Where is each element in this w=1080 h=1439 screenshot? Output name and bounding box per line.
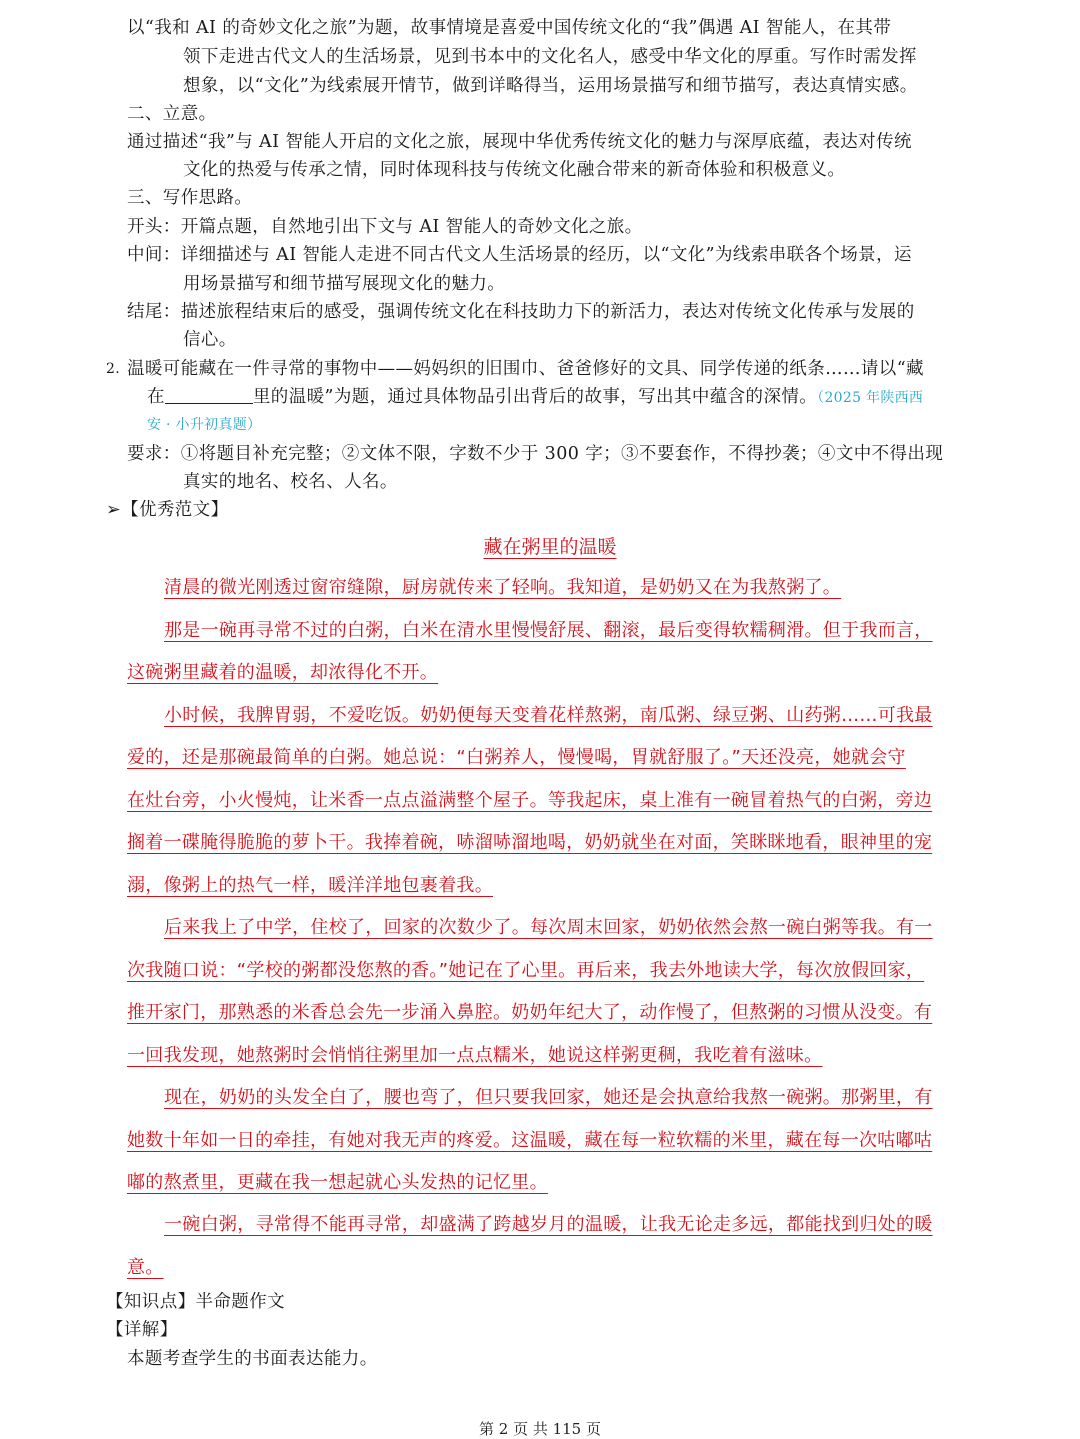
essay-line — [127, 872, 493, 900]
prompt-line-1: 以“我和 AI 的奇妙文化之旅”为题，故事情境是喜爱中国传统文化的“我”偶遇 AI 智能人，在其带 — [127, 18, 892, 38]
essay-line-text: 次我随口说：“学校的粥都没您熬的香。”她记在了心里。再后来，我去外地读大学，每次放假回家， — [127, 960, 925, 981]
source-tag-2: 安 · 小升初真题） — [147, 417, 262, 433]
essay-line — [127, 787, 932, 815]
requirements-text-1: ①将题目补充完整；②文体不限，字数不少于 300 字；③不要套作，不得抄袭；④文中不得出现 — [180, 444, 944, 464]
essay-line-text: 一回我发现，她熬粥时会悄悄往粥里加一点点糯米，她说这样粥更稠，我吃着有滋味。 — [127, 1045, 823, 1066]
knowledge-point: 【知识点】半命题作文 — [106, 1292, 285, 1312]
ending-row — [127, 298, 915, 326]
essay-title-text: 藏在粥里的温暖 — [483, 536, 617, 558]
detail-text: 本题考查学生的书面表达能力。 — [127, 1349, 378, 1369]
essay-line-text: 这碗粥里藏着的温暖，却浓得化不开。 — [127, 662, 439, 683]
middle-text-1: 详细描述与 AI 智能人走进不同古代文人生活场景的经历，以“文化”为线索串联各个场景，运 — [180, 245, 912, 265]
essay-line-text: 爱的，还是那碗最简单的白粥。她总说：“白粥养人，慢慢喝，胃就舒服了。”天还没亮，她就会守 — [127, 747, 906, 768]
essay-line — [127, 999, 932, 1027]
essay-line-text: 搁着一碟腌得脆脆的萝卜干。我捧着碗，哧溜哧溜地喝，奶奶就坐在对面，笑眯眯地看，眼神里的宠 — [127, 832, 933, 853]
fill-in-blank — [165, 387, 253, 404]
model-essay-heading: ➢【优秀范文】 — [106, 500, 229, 520]
essay-line-text: 一碗白粥，寻常得不能再寻常，却盛满了跨越岁月的温暖，让我无论走多远，都能找到归处的暖 — [164, 1214, 933, 1235]
theme-line-2: 文化的热爱与传承之情，同时体现科技与传统文化融合带来的新奇体验和积极意义。 — [183, 160, 846, 180]
essay-line-text: 溺，像粥上的热气一样，暖洋洋地包裹着我。 — [127, 875, 493, 896]
essay-title — [0, 532, 1080, 559]
essay-line — [164, 574, 841, 602]
question-line-1: 温暖可能藏在一件寻常的事物中——妈妈织的旧围巾、爸爸修好的文具、同学传递的纸条……请以“藏 — [127, 359, 924, 379]
page-footer: 第 2 页 共 115 页 — [478, 1420, 601, 1438]
essay-line — [127, 659, 438, 687]
prompt-line-2: 领下走进古代文人的生活场景，见到书本中的文化名人，感受中华文化的厚重。写作时需发挥 — [183, 47, 917, 67]
question-line-2-end: 里的温暖”为题，通过具体物品引出背后的故事，写出其中蕴含的深情。 — [252, 387, 818, 407]
essay-line-text: 那是一碗再寻常不过的白粥，白米在清水里慢慢舒展、翻滚，最后变得软糯稠滑。但于我而言， — [164, 620, 933, 641]
essay-line — [127, 1169, 548, 1197]
essay-line — [164, 617, 933, 645]
section-heading-theme: 二、立意。 — [127, 104, 217, 124]
essay-line-text: 推开家门，那熟悉的米香总会先一步涌入鼻腔。奶奶年纪大了，动作慢了，但熬粥的习惯从没变。有 — [127, 1002, 933, 1023]
section-heading-ideas: 三、写作思路。 — [127, 188, 253, 208]
requirements-row — [127, 440, 943, 468]
essay-line-text: 清晨的微光刚透过窗帘缝隙，厨房就传来了轻响。我知道，是奶奶又在为我熬粥了。 — [164, 577, 842, 598]
opening-label: 开头： — [127, 217, 181, 237]
essay-line-text: 嘟的熬煮里，更藏在我一想起就心头发热的记忆里。 — [127, 1172, 548, 1193]
essay-line — [127, 1127, 932, 1155]
essay-line — [127, 744, 906, 772]
question-line-2-start: 在 — [147, 387, 165, 407]
essay-line-text: 小时候，我脾胃弱，不爱吃饭。奶奶便每天变着花样熬粥，南瓜粥、绿豆粥、山药粥……可我最 — [164, 705, 933, 726]
essay-line-text: 现在，奶奶的头发全白了，腰也弯了，但只要我回家，她还是会执意给我熬一碗粥。那粥里，有 — [164, 1087, 933, 1108]
essay-line-text: 后来我上了中学，住校了，回家的次数少了。每次周末回家，奶奶依然会熬一碗白粥等我。有一 — [164, 917, 933, 938]
essay-line — [127, 1254, 164, 1282]
detail-heading: 【详解】 — [106, 1320, 178, 1340]
question-line-2 — [147, 383, 923, 412]
question-number: 2. — [106, 361, 121, 377]
middle-row — [127, 241, 912, 269]
opening-text: 开篇点题，自然地引出下文与 AI 智能人的奇妙文化之旅。 — [180, 217, 643, 237]
middle-label: 中间： — [127, 245, 181, 265]
essay-line — [164, 702, 933, 730]
requirements-text-2: 真实的地名、校名、人名。 — [183, 472, 398, 492]
essay-line-text: 她数十年如一日的牵挂，有她对我无声的疼爱。这温暖，藏在每一粒软糯的米里，藏在每一次咕嘟咕 — [127, 1130, 933, 1151]
ending-label: 结尾： — [127, 302, 181, 322]
theme-line-1: 通过描述“我”与 AI 智能人开启的文化之旅，展现中华优秀传统文化的魅力与深厚底蕴，表达对传统 — [127, 132, 912, 152]
prompt-line-3: 想象，以“文化”为线索展开情节，做到详略得当，运用场景描写和细节描写，表达真情实感。 — [183, 76, 918, 96]
essay-line-text: 在灶台旁，小火慢炖，让米香一点点溢满整个屋子。等我起床，桌上准有一碗冒着热气的白粥，旁边 — [127, 790, 933, 811]
essay-line — [164, 1211, 933, 1239]
essay-line — [127, 957, 924, 985]
requirements-label: 要求： — [127, 444, 181, 464]
essay-line-text: 意。 — [127, 1257, 164, 1278]
essay-line — [164, 1084, 933, 1112]
essay-line — [164, 914, 933, 942]
source-tag-1: （2025 年陕西西 — [817, 390, 924, 406]
ending-text-1: 描述旅程结束后的感受，强调传统文化在科技助力下的新活力，表达对传统文化传承与发展的 — [180, 302, 915, 322]
ending-text-2: 信心。 — [183, 330, 237, 350]
essay-line — [127, 829, 932, 857]
opening-row — [127, 213, 643, 241]
essay-line — [127, 1042, 822, 1070]
middle-text-2: 用场景描写和细节描写展现文化的魅力。 — [183, 274, 506, 294]
